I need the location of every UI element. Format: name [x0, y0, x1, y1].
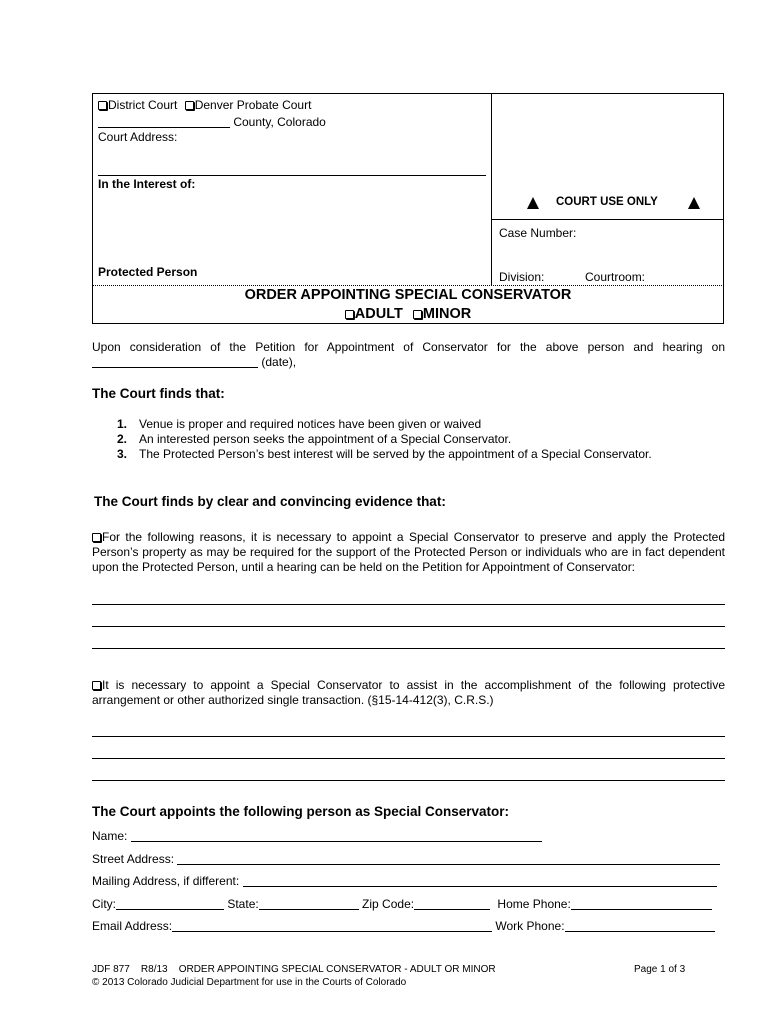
option1-checkbox[interactable] [92, 533, 101, 542]
zip-label: Zip Code: [362, 897, 415, 911]
denver-probate-checkbox[interactable] [185, 101, 194, 110]
street-row [92, 852, 720, 866]
court-use-only-label: COURT USE ONLY [556, 196, 658, 208]
email-row [92, 919, 732, 933]
date-label: (date), [261, 355, 297, 369]
city-field[interactable] [116, 897, 224, 910]
adult-label: ADULT [354, 306, 403, 322]
reason-line[interactable] [92, 626, 725, 627]
caption-divider [491, 93, 492, 285]
findings-list [117, 417, 652, 462]
minor-checkbox[interactable] [413, 310, 422, 319]
district-court-checkbox[interactable] [98, 101, 107, 110]
list-item: 3. The Protected Person’s best interest will be served by the appointment of a Special Conservator. [117, 447, 652, 461]
courtroom-label: Courtroom: [585, 270, 646, 284]
county-label: County, Colorado [233, 115, 326, 129]
state-label: State: [227, 897, 259, 911]
footer-copyright: © 2013 Colorado Judicial Department for use in the Courts of Colorado [92, 977, 407, 988]
work-phone-label: Work Phone: [495, 919, 565, 933]
protected-person-label: Protected Person [98, 265, 198, 279]
findings-heading: The Court finds that: [92, 386, 225, 401]
court-type-row [98, 98, 311, 112]
court-address-field[interactable] [98, 175, 486, 176]
minor-label: MINOR [422, 306, 472, 322]
court-use-only-row [527, 195, 707, 211]
court-use-divider [491, 219, 724, 220]
city-row [92, 897, 732, 911]
up-arrow-icon [688, 197, 700, 209]
document-title: ORDER APPOINTING SPECIAL CONSERVATOR [244, 287, 572, 303]
option2-checkbox[interactable] [92, 681, 101, 690]
division-label: Division: [499, 270, 545, 284]
street-label: Street Address: [92, 852, 175, 866]
arrangement-line[interactable] [92, 758, 725, 759]
county-field[interactable] [98, 115, 230, 128]
interest-of-label: In the Interest of: [98, 177, 196, 191]
evidence-option1: For the following reasons, it is necessary to appoint a Special Conservator to preserve and apply the Protected Person’s property as may be required for the support of the Protected Person or individuals who are in fact dependent upon the Protected Person, until a hearing can be held on the Petition for Appointment of Conservator: [92, 530, 725, 574]
arrangement-line[interactable] [92, 736, 725, 737]
court-address-label: Court Address: [98, 130, 178, 144]
name-label: Name: [92, 829, 128, 843]
adult-checkbox[interactable] [345, 310, 354, 319]
evidence-heading: The Court finds by clear and convincing evidence that: [94, 494, 446, 509]
mailing-label: Mailing Address, if different: [92, 874, 240, 888]
denver-probate-label: Denver Probate Court [194, 98, 312, 112]
case-number-label: Case Number: [499, 226, 577, 240]
home-phone-field[interactable] [571, 897, 712, 910]
list-item: 1. Venue is proper and required notices have been given or waived [117, 417, 482, 431]
footer-page-number: Page 1 of 3 [634, 964, 686, 975]
evidence-option2: It is necessary to appoint a Special Conservator to assist in the accomplishment of the following protective arrangement or other authorized single transaction. (§15-14-412(3), C.R.S.) [92, 678, 725, 707]
caption-title-divider [92, 285, 724, 286]
reason-line[interactable] [92, 604, 725, 605]
intro-line1: Upon consideration of the Petition for Appointment of Conservator for the above person and hearing on [92, 340, 725, 354]
mailing-row [92, 874, 717, 888]
work-phone-field[interactable] [565, 919, 715, 932]
zip-field[interactable] [414, 897, 490, 910]
name-row [92, 829, 542, 843]
state-field[interactable] [259, 897, 359, 910]
arrangement-line[interactable] [92, 780, 725, 781]
district-court-label: District Court [108, 98, 178, 112]
appoint-heading: The Court appoints the following person as Special Conservator: [92, 804, 510, 819]
name-field[interactable] [131, 829, 542, 842]
footer-form-id: JDF 877 R8/13 ORDER APPOINTING SPECIAL CONSERVATOR - ADULT OR MINOR [92, 964, 496, 975]
county-row [98, 115, 326, 129]
email-field[interactable] [172, 919, 492, 932]
city-label: City: [92, 897, 116, 911]
hearing-date-field[interactable] [92, 355, 258, 368]
intro-line2 [92, 355, 296, 369]
list-item: 2. An interested person seeks the appointment of a Special Conservator. [117, 432, 512, 446]
mailing-field[interactable] [243, 874, 717, 887]
home-phone-label: Home Phone: [497, 897, 571, 911]
reason-line[interactable] [92, 648, 725, 649]
up-arrow-icon [527, 197, 539, 209]
age-options-row [92, 306, 724, 322]
street-field[interactable] [177, 852, 720, 865]
email-label: Email Address: [92, 919, 173, 933]
